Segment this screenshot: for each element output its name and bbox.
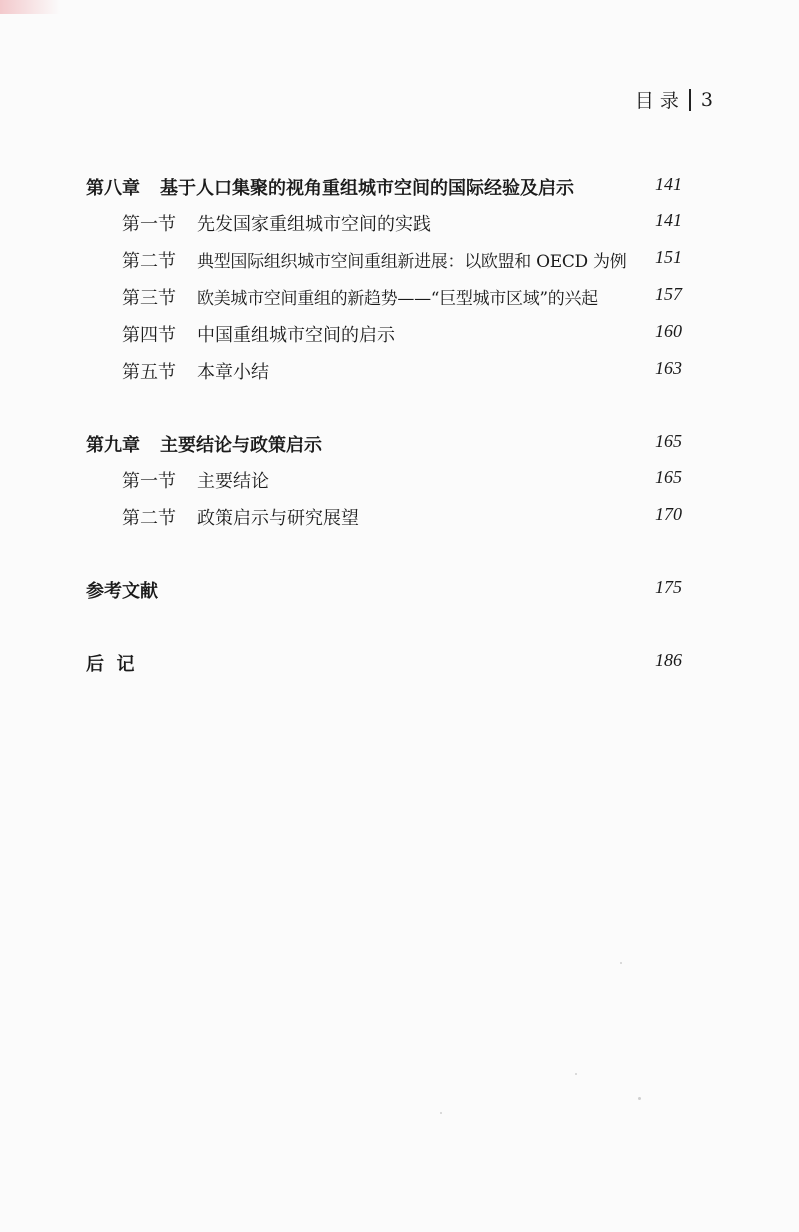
toc-chapter-entry[interactable] [0, 174, 799, 204]
page-reference: 165 [655, 431, 682, 451]
page-edge-mark [0, 0, 60, 14]
running-header [635, 86, 713, 113]
toc-section-entry[interactable] [0, 210, 799, 240]
section-number: 第五节 [122, 362, 176, 383]
afterword-heading: 后 记 [86, 654, 135, 675]
section-number: 第二节 [122, 508, 176, 529]
section-number: 第四节 [122, 325, 176, 346]
page-reference: 160 [655, 321, 682, 341]
toc-references-entry[interactable] [0, 577, 799, 607]
page-reference: 151 [655, 247, 682, 267]
section-title: 欧美城市空间重组的新趋势——“巨型城市区域”的兴起 [197, 289, 598, 309]
section-title: 政策启示与研究展望 [197, 508, 359, 529]
toc-section-entry[interactable] [0, 504, 799, 534]
toc-section-entry[interactable] [0, 247, 799, 277]
chapter-number: 第八章 [86, 178, 140, 199]
toc-afterword-entry[interactable] [0, 650, 799, 680]
section-number: 第三节 [122, 288, 176, 309]
page-reference: 163 [655, 358, 682, 378]
chapter-number: 第九章 [86, 435, 140, 456]
references-heading: 参考文献 [86, 581, 158, 602]
section-title: 主要结论 [197, 471, 269, 492]
section-number: 第一节 [122, 214, 176, 235]
page-reference: 186 [655, 650, 682, 670]
toc-section-entry[interactable] [0, 358, 799, 388]
running-header-page-number: 3 [700, 88, 713, 111]
section-title: 本章小结 [197, 362, 269, 383]
chapter-title: 基于人口集聚的视角重组城市空间的国际经验及启示 [160, 178, 574, 199]
toc-section-entry[interactable] [0, 467, 799, 497]
scan-speckle [620, 962, 622, 964]
page-reference: 175 [655, 577, 682, 597]
page-reference: 170 [655, 504, 682, 524]
chapter-title: 主要结论与政策启示 [160, 435, 322, 456]
section-title: 中国重组城市空间的启示 [197, 325, 395, 346]
section-number: 第二节 [122, 251, 176, 272]
toc-section-entry[interactable] [0, 284, 799, 314]
page-reference: 141 [655, 174, 682, 194]
page-reference: 157 [655, 284, 682, 304]
scan-speckle [575, 1073, 577, 1075]
toc-section-entry[interactable] [0, 321, 799, 351]
scan-speckle [638, 1097, 641, 1100]
page-reference: 165 [655, 467, 682, 487]
section-title: 先发国家重组城市空间的实践 [197, 214, 431, 235]
page-reference: 141 [655, 210, 682, 230]
toc-chapter-entry[interactable] [0, 431, 799, 461]
running-header-section: 目 录 [634, 90, 679, 112]
section-number: 第一节 [122, 471, 176, 492]
scan-speckle [440, 1112, 442, 1114]
header-divider [689, 89, 691, 111]
section-title: 典型国际组织城市空间重组新进展：以欧盟和 OECD 为例 [197, 252, 627, 272]
